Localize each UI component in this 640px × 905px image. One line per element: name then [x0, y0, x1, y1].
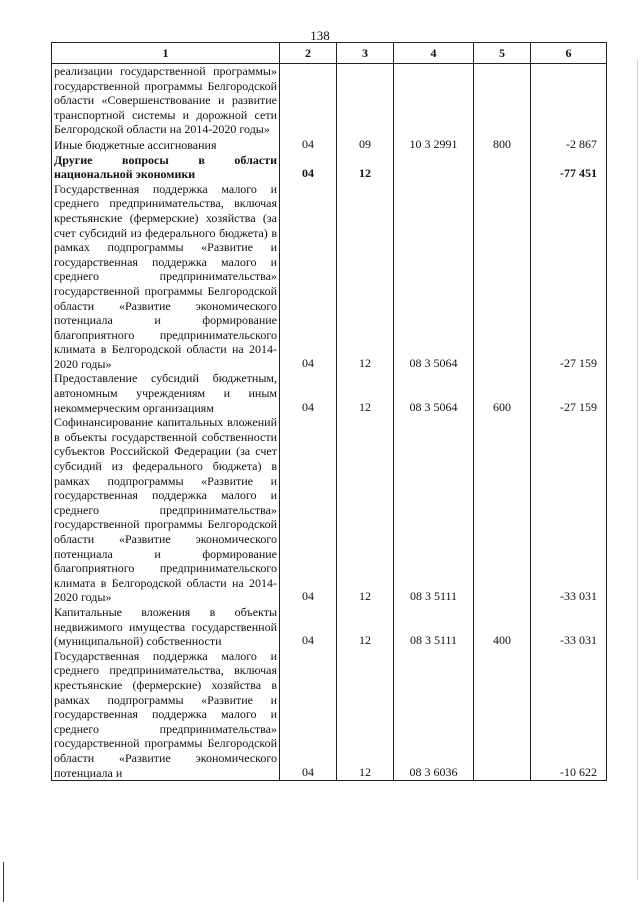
- cell-subsection: 12: [337, 182, 394, 372]
- cell-subsection: 12: [337, 415, 394, 605]
- cell-amount: -10 622: [531, 649, 607, 781]
- cell-target-article: 08 3 5111: [394, 415, 474, 605]
- cell-section: 04: [280, 649, 337, 781]
- table-body: [52, 64, 607, 781]
- cell-target-article: 08 3 5064: [394, 182, 474, 372]
- cell-target-article: 10 3 2991: [394, 137, 474, 153]
- cell-section: 04: [280, 371, 337, 415]
- table-row: [52, 605, 607, 649]
- cell-amount: -33 031: [531, 605, 607, 649]
- cell-target-article: 08 3 5064: [394, 371, 474, 415]
- page-number: 138: [310, 28, 330, 43]
- table-row: [52, 137, 607, 153]
- cell-amount: -33 031: [531, 415, 607, 605]
- cell-section: [280, 64, 337, 137]
- cell-expense-type: [474, 153, 531, 182]
- cell-description: реализации государственной программы» государственной программы Белгородской области «Совершенствование и развитие транспортной системы и дорожной сети Белгородской области на 2014-2020 годы»: [52, 64, 280, 137]
- cell-expense-type: [474, 415, 531, 605]
- cell-expense-type: 800: [474, 137, 531, 153]
- cell-description: Другие вопросы в области национальной экономики: [52, 153, 280, 182]
- cell-subsection: 09: [337, 137, 394, 153]
- cell-expense-type: 400: [474, 605, 531, 649]
- table-row: [52, 64, 607, 137]
- cell-subsection: 12: [337, 649, 394, 781]
- cell-section: 04: [280, 415, 337, 605]
- column-header-4: 4: [394, 43, 474, 64]
- cell-expense-type: [474, 649, 531, 781]
- scan-edge-mark: [637, 60, 638, 880]
- table-row: [52, 371, 607, 415]
- cell-description: Иные бюджетные ассигнования: [52, 137, 280, 153]
- cell-description: Софинансирование капитальных вложений в объекты государственной собственности субъектов Российской Федерации (за счет субсидий из федерального бюджета) в рамках подпрограммы «Развитие и государственная поддержка малого и среднего предпринимательства» государственной программы Белгородской области «Развитие экономического потенциала и формирование благоприятного предпринимательского климата в Белгородской области на 2014-2020 годы»: [52, 415, 280, 605]
- column-header-6: 6: [531, 43, 607, 64]
- cell-amount: [531, 64, 607, 137]
- cell-section: 04: [280, 137, 337, 153]
- header-row: [52, 43, 607, 64]
- cell-amount: -27 159: [531, 371, 607, 415]
- scan-margin-mark: [3, 862, 4, 902]
- table-row: [52, 153, 607, 182]
- cell-subsection: 12: [337, 605, 394, 649]
- cell-description: Капитальные вложения в объекты недвижимого имущества государственной (муниципальной) собственности: [52, 605, 280, 649]
- cell-section: 04: [280, 182, 337, 372]
- cell-description: Государственная поддержка малого и среднего предпринимательства, включая крестьянские (фермерские) хозяйства в рамках подпрограммы «Развитие и государственная поддержка малого и среднего предпринимательства» государственной программы Белгородской области «Развитие экономического потенциала и: [52, 649, 280, 781]
- cell-section: 04: [280, 605, 337, 649]
- cell-subsection: [337, 64, 394, 137]
- cell-amount: -27 159: [531, 182, 607, 372]
- column-header-3: 3: [337, 43, 394, 64]
- cell-description: Государственная поддержка малого и среднего предпринимательства, включая крестьянские (фермерские) хозяйства (за счет субсидий из федерального бюджета) в рамках подпрограммы «Развитие и государственная поддержка малого и среднего предпринимательства» государственной программы Белгородской области «Развитие экономического потенциала и формирование благоприятного предпринимательского климата в Белгородской области на 2014-2020 годы»: [52, 182, 280, 372]
- cell-target-article: 08 3 6036: [394, 649, 474, 781]
- budget-table-container: [51, 42, 606, 781]
- cell-expense-type: 600: [474, 371, 531, 415]
- cell-amount: -2 867: [531, 137, 607, 153]
- cell-subsection: 12: [337, 371, 394, 415]
- cell-target-article: [394, 64, 474, 137]
- cell-description: Предоставление субсидий бюджетным, автономным учреждениям и иным некоммерческим организациям: [52, 371, 280, 415]
- cell-target-article: [394, 153, 474, 182]
- column-header-2: 2: [280, 43, 337, 64]
- column-header-5: 5: [474, 43, 531, 64]
- table-header: [52, 43, 607, 64]
- table-row: [52, 182, 607, 372]
- budget-table: [51, 42, 607, 781]
- cell-subsection: 12: [337, 153, 394, 182]
- table-row: [52, 649, 607, 781]
- cell-expense-type: [474, 182, 531, 372]
- cell-amount: -77 451: [531, 153, 607, 182]
- table-row: [52, 415, 607, 605]
- cell-target-article: 08 3 5111: [394, 605, 474, 649]
- cell-expense-type: [474, 64, 531, 137]
- cell-section: 04: [280, 153, 337, 182]
- column-header-1: 1: [52, 43, 280, 64]
